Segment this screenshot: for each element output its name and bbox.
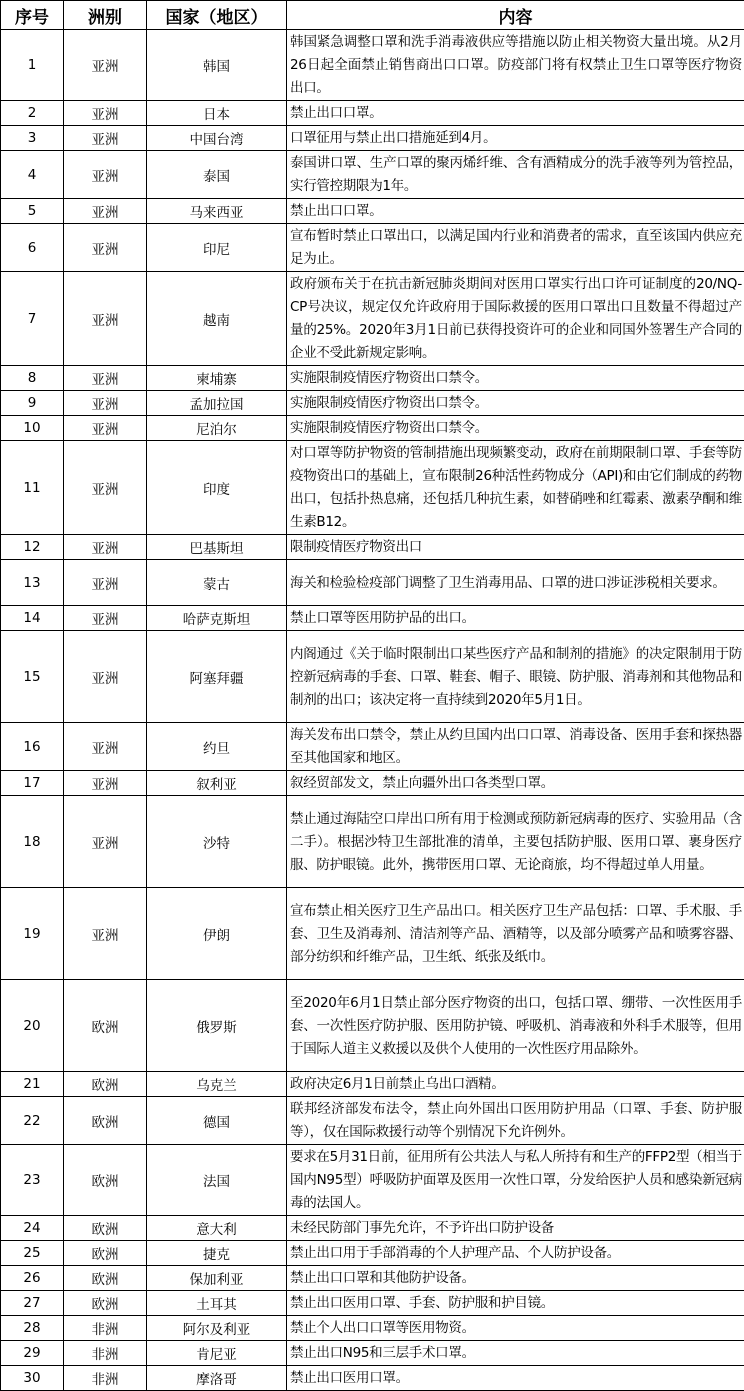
row-number: 11 (1, 441, 64, 535)
header-no: 序号 (1, 1, 64, 30)
row-number: 3 (1, 126, 64, 151)
country-cell: 德国 (147, 1097, 287, 1145)
content-cell: 宣布暂时禁止口罩出口，以满足国内行业和消费者的需求，直至该国内供应充足为止。 (287, 224, 744, 272)
row-number: 22 (1, 1097, 64, 1145)
continent-cell: 亚洲 (64, 30, 147, 101)
row-number: 2 (1, 101, 64, 126)
header-country: 国家（地区） (147, 1, 287, 30)
continent-cell: 欧洲 (64, 1216, 147, 1241)
table-row (1, 980, 744, 1072)
content-cell: 口罩征用与禁止出口措施延到4月。 (287, 126, 744, 151)
row-number: 15 (1, 631, 64, 723)
table-row (1, 535, 744, 560)
country-cell: 哈萨克斯坦 (147, 606, 287, 631)
country-cell: 孟加拉国 (147, 391, 287, 416)
row-number: 21 (1, 1072, 64, 1097)
continent-cell: 亚洲 (64, 441, 147, 535)
continent-cell: 亚洲 (64, 416, 147, 441)
content-cell: 限制疫情医疗物资出口 (287, 535, 744, 560)
row-number: 13 (1, 560, 64, 606)
country-cell: 肯尼亚 (147, 1341, 287, 1366)
country-cell: 伊朗 (147, 888, 287, 980)
country-cell: 尼泊尔 (147, 416, 287, 441)
row-number: 25 (1, 1241, 64, 1266)
table-row (1, 199, 744, 224)
country-cell: 约旦 (147, 723, 287, 771)
content-cell: 禁止个人出口口罩等医用物资。 (287, 1316, 744, 1341)
row-number: 6 (1, 224, 64, 272)
continent-cell: 亚洲 (64, 366, 147, 391)
continent-cell: 非洲 (64, 1366, 147, 1391)
table-row (1, 796, 744, 888)
row-number: 16 (1, 723, 64, 771)
continent-cell: 亚洲 (64, 606, 147, 631)
continent-cell: 亚洲 (64, 796, 147, 888)
content-cell: 韩国紧急调整口罩和洗手消毒液供应等措施以防止相关物资大量出境。从2月26日起全面禁止销售商出口口罩。防疫部门将有权禁止卫生口罩等医疗物资出口。 (287, 30, 744, 101)
table-body (1, 30, 744, 1391)
continent-cell: 亚洲 (64, 199, 147, 224)
content-cell: 禁止出口口罩和其他防护设备。 (287, 1266, 744, 1291)
country-cell: 土耳其 (147, 1291, 287, 1316)
country-cell: 泰国 (147, 151, 287, 199)
content-cell: 实施限制疫情医疗物资出口禁令。 (287, 391, 744, 416)
row-number: 7 (1, 272, 64, 366)
content-cell: 政府颁布关于在抗击新冠肺炎期间对医用口罩实行出口许可证制度的20/NQ-CP号决议，规定仅允许政府用于国际救援的医用口罩出口且数量不得超过产量的25%。2020年3月1日前已获得投资许可的企业和同国外签署生产合同的企业不受此新规定影响。 (287, 272, 744, 366)
table-row (1, 30, 744, 101)
country-cell: 日本 (147, 101, 287, 126)
continent-cell: 亚洲 (64, 771, 147, 796)
country-cell: 柬埔寨 (147, 366, 287, 391)
continent-cell: 亚洲 (64, 631, 147, 723)
header-content: 内容 (287, 1, 744, 30)
country-cell: 保加利亚 (147, 1266, 287, 1291)
continent-cell: 欧洲 (64, 1266, 147, 1291)
table-row (1, 560, 744, 606)
table-row (1, 101, 744, 126)
continent-cell: 亚洲 (64, 535, 147, 560)
country-cell: 法国 (147, 1145, 287, 1216)
country-cell: 马来西亚 (147, 199, 287, 224)
country-cell: 阿尔及利亚 (147, 1316, 287, 1341)
continent-cell: 亚洲 (64, 151, 147, 199)
table-row (1, 224, 744, 272)
continent-cell: 亚洲 (64, 224, 147, 272)
continent-cell: 亚洲 (64, 888, 147, 980)
table-row (1, 272, 744, 366)
table-row (1, 1316, 744, 1341)
row-number: 9 (1, 391, 64, 416)
content-cell: 实施限制疫情医疗物资出口禁令。 (287, 416, 744, 441)
country-cell: 巴基斯坦 (147, 535, 287, 560)
continent-cell: 亚洲 (64, 126, 147, 151)
continent-cell: 非洲 (64, 1316, 147, 1341)
content-cell: 泰国讲口罩、生产口罩的聚丙烯纤维、含有酒精成分的洗手液等列为管控品，实行管控期限为1年。 (287, 151, 744, 199)
content-cell: 至2020年6月1日禁止部分医疗物资的出口，包括口罩、绷带、一次性医用手套、一次性医疗防护服、医用防护镜、呼吸机、消毒液和外科手术服等，但用于国际人道主义救援以及供个人使用的一次性医疗用品除外。 (287, 980, 744, 1072)
country-cell: 蒙古 (147, 560, 287, 606)
continent-cell: 欧洲 (64, 980, 147, 1072)
content-cell: 对口罩等防护物资的管制措施出现频繁变动，政府在前期限制口罩、手套等防疫物资出口的基础上，宣布限制26种活性药物成分（API)和由它们制成的药物出口，包括扑热息痛，还包括几种抗生素，如替硝唑和红霉素、激素孕酮和维生素B12。 (287, 441, 744, 535)
row-number: 20 (1, 980, 64, 1072)
content-cell: 禁止口罩等医用防护品的出口。 (287, 606, 744, 631)
content-cell: 禁止出口医用口罩、手套、防护服和护目镜。 (287, 1291, 744, 1316)
row-number: 8 (1, 366, 64, 391)
table-row (1, 1341, 744, 1366)
content-cell: 政府决定6月1日前禁止乌出口酒精。 (287, 1072, 744, 1097)
content-cell: 禁止出口口罩。 (287, 101, 744, 126)
table-row (1, 416, 744, 441)
row-number: 10 (1, 416, 64, 441)
table-row (1, 151, 744, 199)
content-cell: 禁止出口口罩。 (287, 199, 744, 224)
row-number: 24 (1, 1216, 64, 1241)
continent-cell: 亚洲 (64, 723, 147, 771)
table-row (1, 631, 744, 723)
row-number: 5 (1, 199, 64, 224)
content-cell: 宣布禁止相关医疗卫生产品出口。相关医疗卫生产品包括：口罩、手术服、手套、卫生及消毒剂、清洁剂等产品、酒精等，以及部分喷雾产品和喷雾容器、部分纺织和纤维产品，卫生纸、纸张及纸巾。 (287, 888, 744, 980)
continent-cell: 欧洲 (64, 1072, 147, 1097)
table-header-row (1, 1, 744, 30)
content-cell: 海关和检验检疫部门调整了卫生消毒用品、口罩的进口涉证涉税相关要求。 (287, 560, 744, 606)
table-row (1, 1216, 744, 1241)
table-row (1, 1291, 744, 1316)
content-cell: 禁止通过海陆空口岸出口所有用于检测或预防新冠病毒的医疗、实验用品（含二手）。根据沙特卫生部批准的清单，主要包括防护服、医用口罩、裹身医疗服、防护眼镜。此外，携带医用口罩、无论商旅，均不得超过单人用量。 (287, 796, 744, 888)
row-number: 4 (1, 151, 64, 199)
content-cell: 内阁通过《关于临时限制出口某些医疗产品和制剂的措施》的决定限制用于防控新冠病毒的手套、口罩、鞋套、帽子、眼镜、防护服、消毒剂和其他物品和制剂的出口；该决定将一直持续到2020年5月1日。 (287, 631, 744, 723)
country-cell: 印度 (147, 441, 287, 535)
country-cell: 叙利亚 (147, 771, 287, 796)
content-cell: 实施限制疫情医疗物资出口禁令。 (287, 366, 744, 391)
table-row (1, 1145, 744, 1216)
row-number: 28 (1, 1316, 64, 1341)
content-cell: 禁止出口N95和三层手术口罩。 (287, 1341, 744, 1366)
content-cell: 海关发布出口禁令，禁止从约旦国内出口口罩、消毒设备、医用手套和探热器至其他国家和地区。 (287, 723, 744, 771)
table-row (1, 126, 744, 151)
table-row (1, 606, 744, 631)
continent-cell: 欧洲 (64, 1291, 147, 1316)
country-cell: 中国台湾 (147, 126, 287, 151)
country-cell: 乌克兰 (147, 1072, 287, 1097)
row-number: 1 (1, 30, 64, 101)
continent-cell: 欧洲 (64, 1097, 147, 1145)
continent-cell: 欧洲 (64, 1145, 147, 1216)
row-number: 14 (1, 606, 64, 631)
table-row (1, 888, 744, 980)
content-cell: 未经民防部门事先允许，不予许出口防护设备 (287, 1216, 744, 1241)
country-cell: 捷克 (147, 1241, 287, 1266)
continent-cell: 非洲 (64, 1341, 147, 1366)
continent-cell: 亚洲 (64, 272, 147, 366)
country-cell: 俄罗斯 (147, 980, 287, 1072)
row-number: 17 (1, 771, 64, 796)
table-row (1, 391, 744, 416)
row-number: 26 (1, 1266, 64, 1291)
content-cell: 禁止出口用于手部消毒的个人护理产品、个人防护设备。 (287, 1241, 744, 1266)
row-number: 30 (1, 1366, 64, 1391)
country-cell: 印尼 (147, 224, 287, 272)
country-cell: 意大利 (147, 1216, 287, 1241)
country-cell: 韩国 (147, 30, 287, 101)
country-cell: 阿塞拜疆 (147, 631, 287, 723)
row-number: 29 (1, 1341, 64, 1366)
table-row (1, 1366, 744, 1391)
row-number: 19 (1, 888, 64, 980)
continent-cell: 亚洲 (64, 560, 147, 606)
row-number: 23 (1, 1145, 64, 1216)
table-row (1, 366, 744, 391)
row-number: 18 (1, 796, 64, 888)
table-row (1, 1097, 744, 1145)
content-cell: 要求在5月31日前，征用所有公共法人与私人所持有和生产的FFP2型（相当于国内N95型）呼吸防护面罩及医用一次性口罩，分发给医护人员和感染新冠病毒的法国人。 (287, 1145, 744, 1216)
continent-cell: 欧洲 (64, 1241, 147, 1266)
table-row (1, 771, 744, 796)
table-row (1, 1266, 744, 1291)
row-number: 12 (1, 535, 64, 560)
country-cell: 沙特 (147, 796, 287, 888)
table-row (1, 723, 744, 771)
table-row (1, 1241, 744, 1266)
row-number: 27 (1, 1291, 64, 1316)
table-row (1, 441, 744, 535)
table-row (1, 1072, 744, 1097)
content-cell: 联邦经济部发布法令，禁止向外国出口医用防护用品（口罩、手套、防护服等），仅在国际救援行动等个别情况下允许例外。 (287, 1097, 744, 1145)
continent-cell: 亚洲 (64, 101, 147, 126)
country-cell: 摩洛哥 (147, 1366, 287, 1391)
header-continent: 洲别 (64, 1, 147, 30)
continent-cell: 亚洲 (64, 391, 147, 416)
content-cell: 禁止出口医用口罩。 (287, 1366, 744, 1391)
country-cell: 越南 (147, 272, 287, 366)
content-cell: 叙经贸部发文，禁止向疆外出口各类型口罩。 (287, 771, 744, 796)
